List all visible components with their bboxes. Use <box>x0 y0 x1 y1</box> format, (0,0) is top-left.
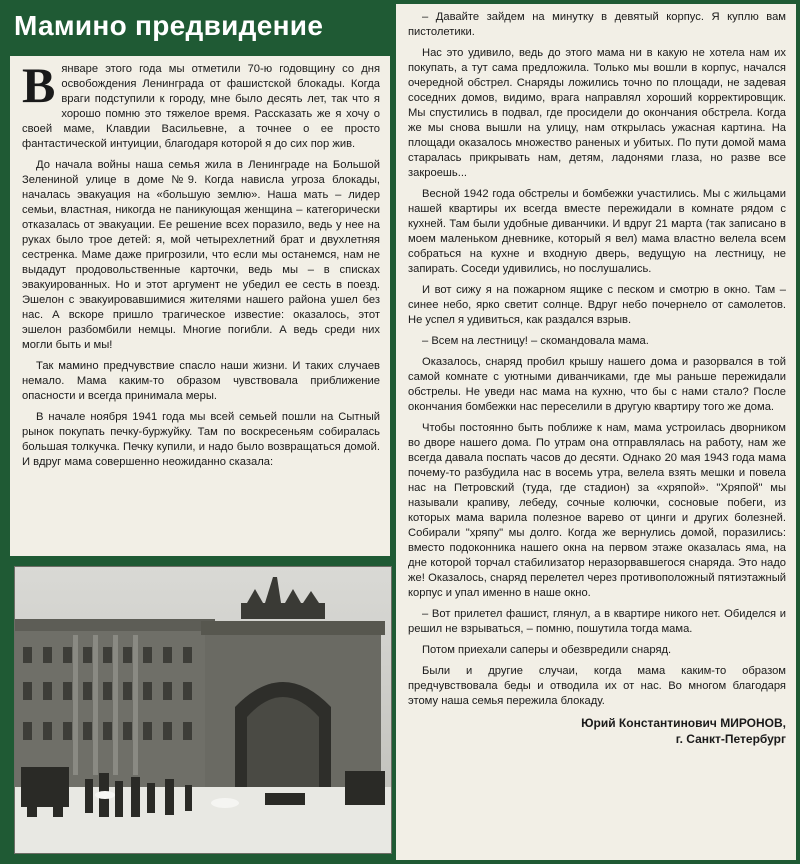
paragraph: Чтобы постоянно быть поближе к нам, мама устроилась дворником во дворе нашего дома. По утрам она отправлялась на работу, нам же всегда давала поспать часов до десяти. Однако 20 мая 1943 года мама почему-то разбудила нас в восемь утра, велела взять мешки и повела нас на Петровский (туда, где стадион) за «хряпой». "Хряпой" мы называли крапиву, лебеду, сочные колючки, сосновые побеги, из которых мама варила полезное варево от цинги и других болезней. Собирали "хряпу" мы долго. Когда же вернулись домой, поразились: вместо подоконника нашего окна на первом этаже оказалась яма, на дне которой торчал стабилизатор неразорвавшегося снаряда. Это надо же! Оказалось, снаряд перелетел через противоположный пятиэтажный корпус и упал именно в наше окно. <box>408 422 786 599</box>
paragraph: И вот сижу я на пожарном ящике с песком и смотрю в окно. Там – синее небо, ярко светит солнце. Вдруг небо почернело от самолетов. Не успел я удивиться, как раздался взрыв. <box>408 284 786 326</box>
author-signature <box>408 715 786 747</box>
historic-photo <box>14 566 392 854</box>
paragraph: Весной 1942 года обстрелы и бомбежки участились. Мы с жильцами нашей квартиры их всегда вместе пережидали в комнате рядом с кухней. Там были удобные диванчики. И вдруг 21 марта (так записано в моем маленьком дневнике, который я вел) мама властно велела всем собраться на кухне и входную дверь, ведущую на лестницу, не запирать. Соседи удивились, но послушались. <box>408 188 786 275</box>
drop-cap: В <box>22 57 56 113</box>
paragraph: Оказалось, снаряд пробил крышу нашего дома и разорвался в той самой комнате с уютными диванчиками, где мы раньше пережидали обстрелы. Не уведи нас мама на кухню, что бы с нами стало? После окончания бомбежки нас переселили в другую квартиру того же дома. <box>408 356 786 413</box>
paragraph: Потом приехали саперы и обезвредили снаряд. <box>422 644 672 656</box>
paragraph: Нас это удивило, ведь до этого мама ни в какую не хотела нам их покупать, а тут сама предложила. Только мы вошли в корпус, начался очередной обстрел. Снаряды ложились точно по площади, не задевая соседних домов, видимо, врага направлял хороший корректировщик. Мы спустились в подвал, где просидели до окончания обстрела. Когда же мы снова вышли на улицу, нам открылась ужасная картина. На площади оказалось множество раненых и убитых. По пути домой мама старалась прикрывать нам, детям, ладонями глаза, но разве все закроешь... <box>408 47 786 179</box>
left-text-block <box>10 56 390 556</box>
paragraph: – Вот прилетел фашист, глянул, а в квартире никого нет. Обиделся и решил не взрываться, – помню, пошутила тогда мама. <box>408 608 786 635</box>
author-name: Юрий Константинович МИРОНОВ, <box>581 716 786 730</box>
author-city: г. Санкт-Петербург <box>675 732 786 746</box>
paragraph: – Всем на лестницу! – скомандовала мама. <box>422 335 649 347</box>
general-staff-arch-photo-icon <box>15 567 391 853</box>
paragraph: До начала войны наша семья жила в Ленинграде на Большой Зелениной улице в доме №9. Когда нависла угроза блокады, началась эвакуация на «большую землю». Наша мать – лидер семьи, властная, никогда не паникующая женщина – категорически отказалась от эвакуации. Ее решение всех поразило, ведь у нее на руках было трое детей: я, мой четырехлетний брат и двухлетняя сестренка. Маме даже пригрозили, что если мы останемся, нам не выдадут продовольственные карточки, ведь мы – в списках эвакуированных. Но и этот аргумент не убедил ее сесть в поезд. Эшелон с эвакуировавшимися жителями нашего района ушел без нас. А вскоре пришло трагическое известие: оказалось, этот эшелон разбомбили немцы. Многие погибли. А ведь среди них могли быть и мы! <box>22 159 380 351</box>
left-column <box>4 4 394 860</box>
intro-paragraph: Вянваре этого года мы отметили 70-ю годовщину со дня освобождения Ленинграда от фашистской блокады. Когда враги подступили к городу, мне было десять лет, так что я хорошо помню это тяжелое время. Рассказать же я хочу о своей маме, Клавдии Васильевне, а точнее о ее просто фантастической интуиции, благодаря которой я до сих пор жив. <box>22 57 380 150</box>
paragraph: В начале ноября 1941 года мы всей семьей пошли на Сытный рынок покупать печку-буржуйку. Там по воскресеньям собиралась большая толкучка. Печку купили, и надо было возвращаться домой. И вдруг мама совершенно неожиданно сказала: <box>22 411 380 468</box>
paragraph: Так мамино предчувствие спасло наши жизни. И таких случаев немало. Мама каким-то образом чувствовала приближение опасности и всегда принимала меры. <box>22 360 380 402</box>
article-title: Мамино предвидение <box>14 10 324 41</box>
paragraph: Были и другие случаи, когда мама каким-то образом предчувствовала беды и отводила их от нас. Во многом благодаря этому наша семья пережила блокаду. <box>408 665 786 707</box>
paragraph: – Давайте зайдем на минутку в девятый корпус. Я куплю вам пистолетики. <box>408 11 786 38</box>
right-column <box>396 4 796 860</box>
